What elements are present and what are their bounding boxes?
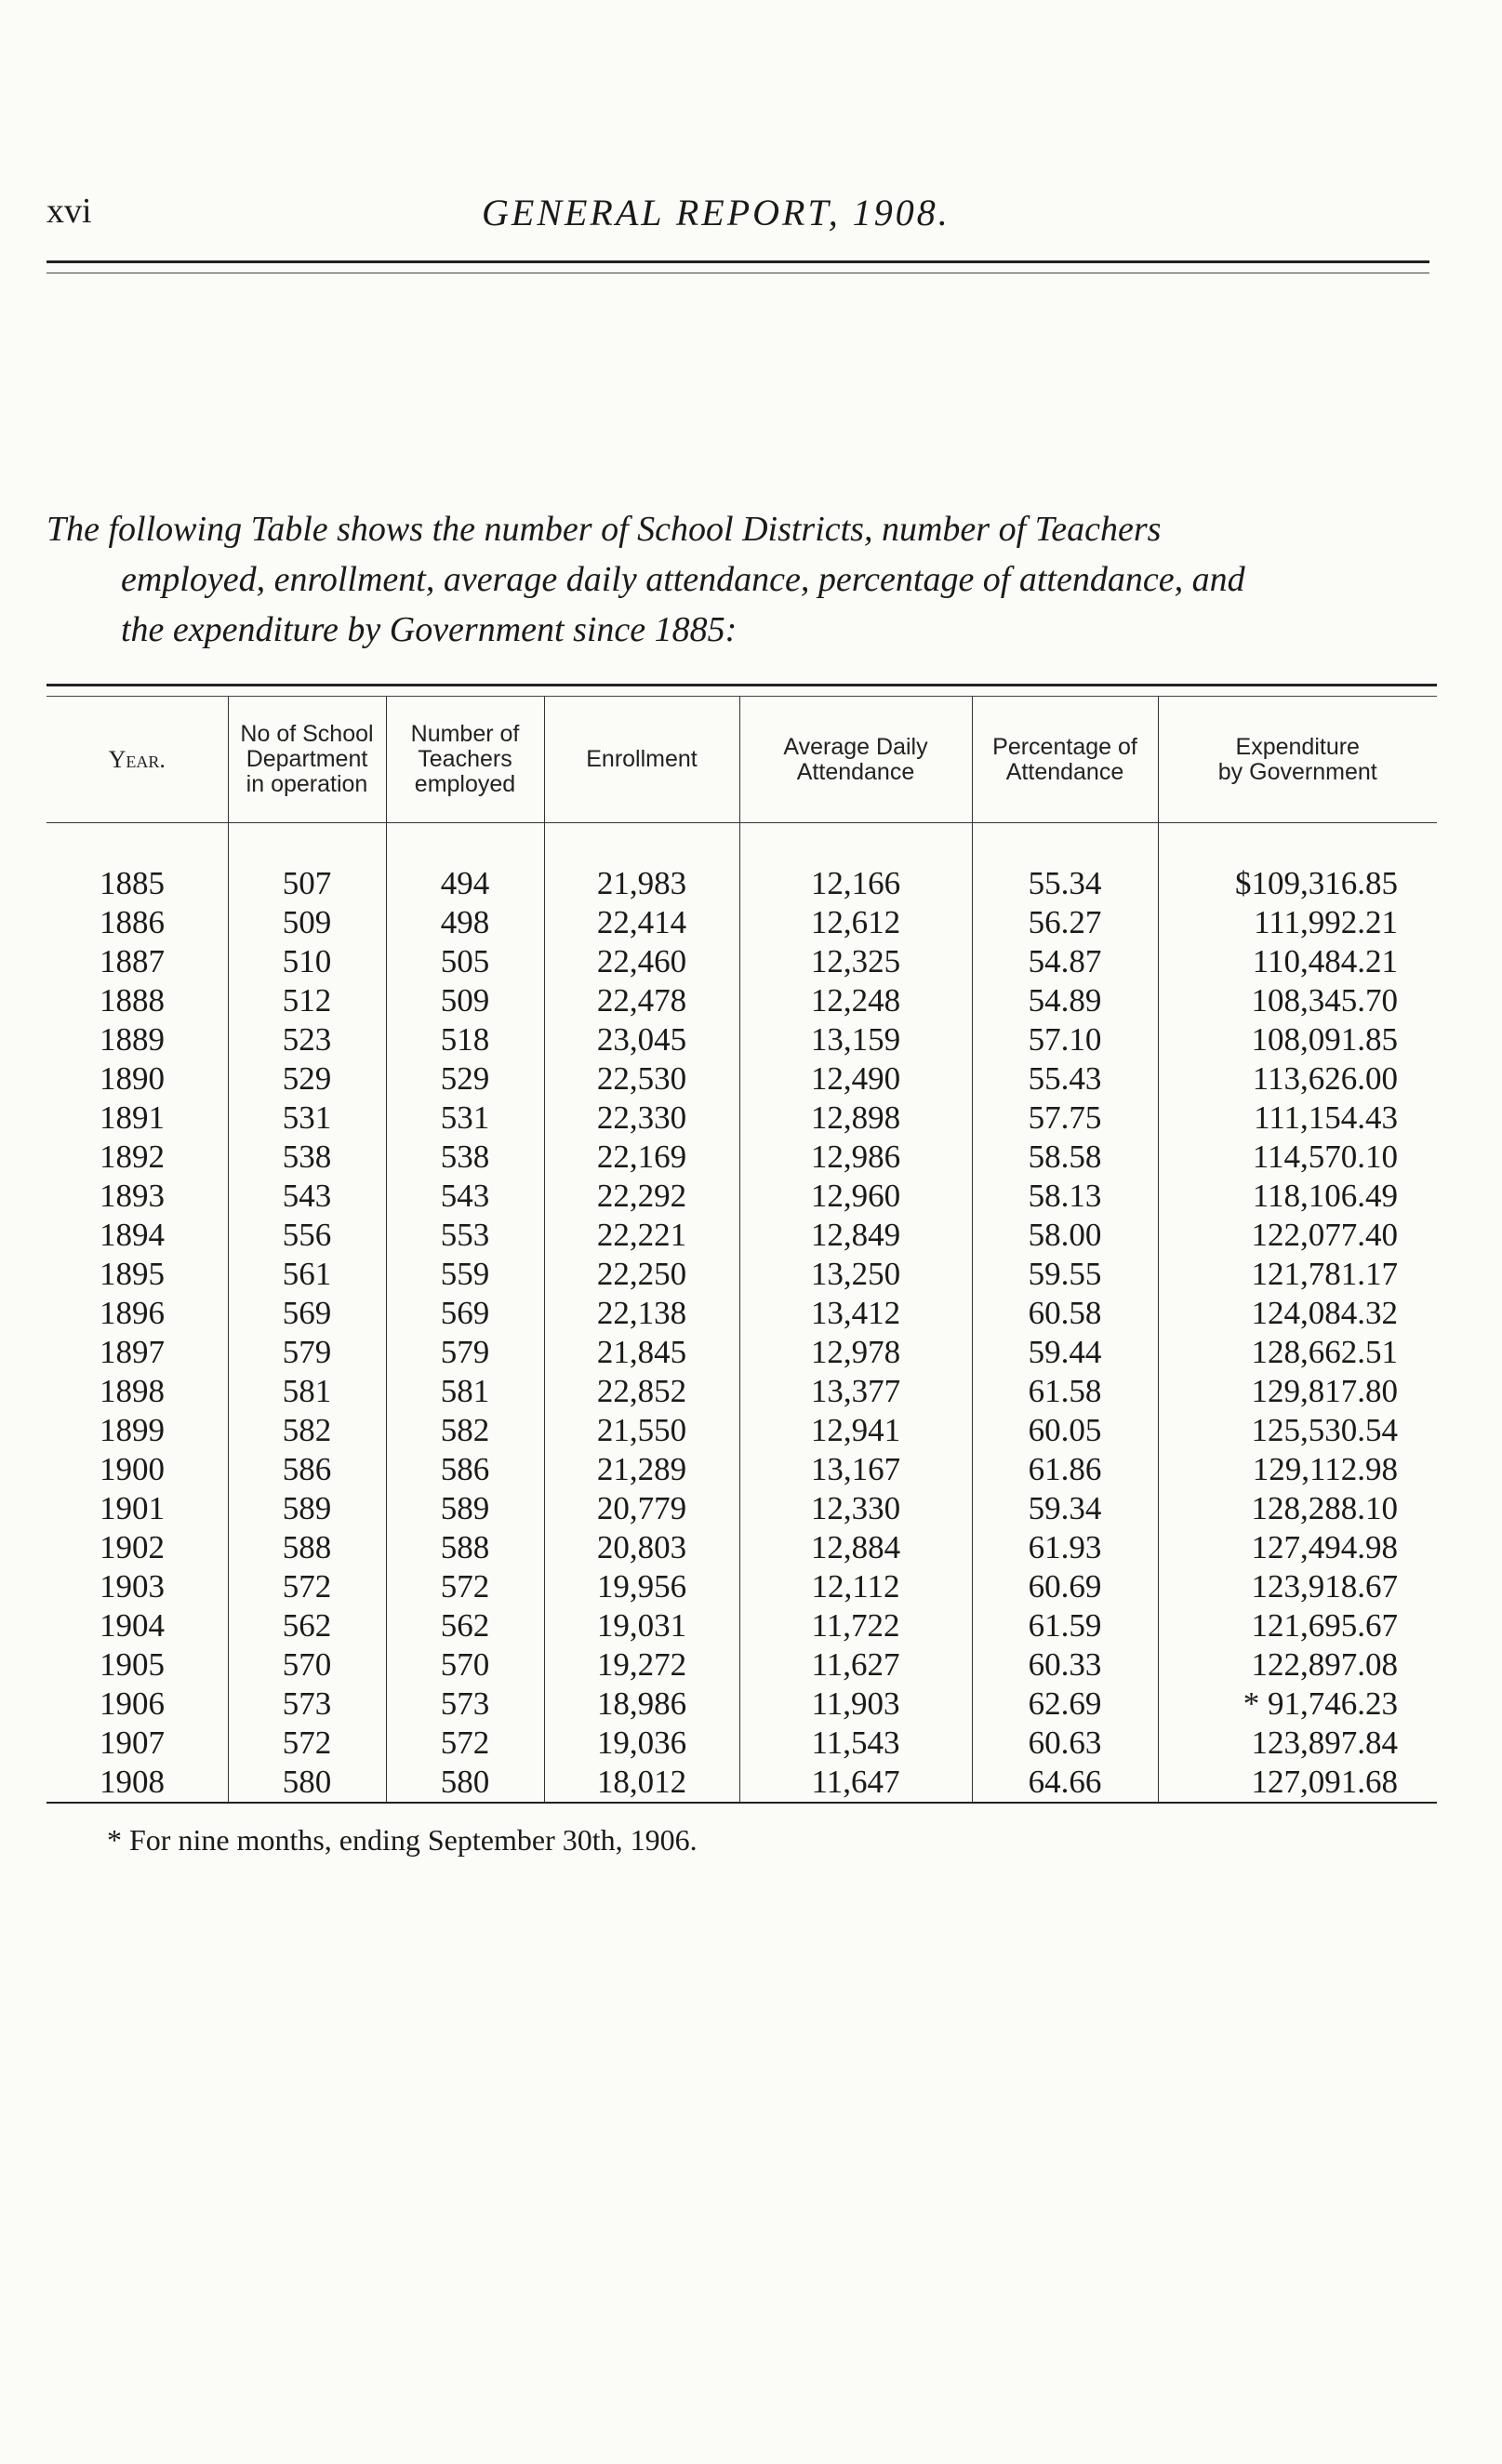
percentage-cell: 59.55 — [972, 1255, 1158, 1294]
year-cell: 1888 — [100, 982, 165, 1019]
teachers-cell: 529 — [386, 1059, 544, 1099]
table-row — [47, 1450, 1437, 1489]
teachers-cell: 559 — [386, 1255, 544, 1294]
year-cell: 1904 — [100, 1607, 165, 1644]
attendance-cell: 12,849 — [739, 1216, 972, 1255]
year-cell: 1903 — [100, 1568, 165, 1605]
attendance-cell: 12,612 — [739, 903, 972, 942]
percentage-cell: 55.43 — [972, 1059, 1158, 1099]
table-row — [47, 1528, 1437, 1567]
attendance-cell: 13,412 — [739, 1294, 972, 1333]
percentage-cell: 60.05 — [972, 1411, 1158, 1450]
year-cell: 1886 — [100, 904, 165, 940]
expenditure-cell: 127,494.98 — [1158, 1528, 1437, 1567]
expenditure-cell: 123,918.67 — [1158, 1567, 1437, 1606]
year-cell: 1900 — [100, 1451, 165, 1487]
percentage-cell: 57.10 — [972, 1020, 1158, 1059]
expenditure-cell: 121,781.17 — [1158, 1255, 1437, 1294]
teachers-cell: 580 — [386, 1763, 544, 1802]
teachers-cell: 531 — [386, 1099, 544, 1138]
attendance-cell: 12,330 — [739, 1489, 972, 1528]
page-number: xvi — [47, 192, 92, 231]
percentage-cell: 58.58 — [972, 1138, 1158, 1177]
year-cell: 1887 — [100, 943, 165, 979]
header-rule — [47, 260, 1429, 273]
teachers-cell: 509 — [386, 981, 544, 1020]
teachers-cell: 588 — [386, 1528, 544, 1567]
attendance-cell: 11,722 — [739, 1606, 972, 1645]
departments-cell: 507 — [228, 864, 386, 903]
expenditure-cell: 108,091.85 — [1158, 1020, 1437, 1059]
attendance-cell: 12,112 — [739, 1567, 972, 1606]
attendance-cell: 12,978 — [739, 1333, 972, 1372]
attendance-cell: 11,647 — [739, 1763, 972, 1802]
year-cell: 1898 — [100, 1373, 165, 1409]
teachers-cell: 589 — [386, 1489, 544, 1528]
percentage-cell: 59.34 — [972, 1489, 1158, 1528]
year-cell: 1891 — [100, 1099, 165, 1136]
departments-cell: 580 — [228, 1763, 386, 1802]
teachers-cell: 572 — [386, 1724, 544, 1763]
enrollment-cell: 20,803 — [544, 1528, 739, 1567]
year-cell: 1893 — [100, 1178, 165, 1214]
year-cell: 1897 — [100, 1334, 165, 1370]
table-row — [47, 1138, 1437, 1177]
enrollment-cell: 19,036 — [544, 1724, 739, 1763]
table-row — [47, 1216, 1437, 1255]
attendance-cell: 13,167 — [739, 1450, 972, 1489]
intro-line-3: the expenditure by Government since 1885: — [121, 610, 738, 649]
expenditure-cell: 122,077.40 — [1158, 1216, 1437, 1255]
table-top-rule — [47, 684, 1437, 697]
table-row — [47, 1489, 1437, 1528]
year-cell: 1895 — [100, 1256, 165, 1292]
teachers-cell: 582 — [386, 1411, 544, 1450]
year-cell: 1901 — [100, 1490, 165, 1526]
table-row — [47, 903, 1437, 942]
departments-cell: 588 — [228, 1528, 386, 1567]
year-cell: 1892 — [100, 1139, 165, 1175]
table-bottom-rule — [47, 1802, 1437, 1804]
teachers-cell: 581 — [386, 1372, 544, 1411]
intro-paragraph — [47, 504, 1442, 655]
enrollment-cell: 22,852 — [544, 1372, 739, 1411]
teachers-cell: 570 — [386, 1645, 544, 1685]
header-departments: No of School Department in operation — [228, 697, 386, 823]
teachers-cell: 518 — [386, 1020, 544, 1059]
table-row — [47, 1724, 1437, 1763]
enrollment-cell: 22,330 — [544, 1099, 739, 1138]
percentage-cell: 61.86 — [972, 1450, 1158, 1489]
departments-cell: 572 — [228, 1567, 386, 1606]
attendance-cell: 12,248 — [739, 981, 972, 1020]
enrollment-cell: 22,478 — [544, 981, 739, 1020]
page-header — [47, 191, 1437, 246]
percentage-cell: 58.00 — [972, 1216, 1158, 1255]
percentage-cell: 60.63 — [972, 1724, 1158, 1763]
table-spacer-row — [47, 823, 1437, 865]
enrollment-cell: 19,031 — [544, 1606, 739, 1645]
expenditure-cell: 123,897.84 — [1158, 1724, 1437, 1763]
enrollment-cell: 21,550 — [544, 1411, 739, 1450]
statistics-table — [47, 697, 1437, 1802]
departments-cell: 589 — [228, 1489, 386, 1528]
attendance-cell: 13,159 — [739, 1020, 972, 1059]
departments-cell: 561 — [228, 1255, 386, 1294]
departments-cell: 562 — [228, 1606, 386, 1645]
header-year: Year. — [47, 697, 228, 823]
enrollment-cell: 21,845 — [544, 1333, 739, 1372]
enrollment-cell: 19,272 — [544, 1645, 739, 1685]
year-cell: 1889 — [100, 1021, 165, 1058]
departments-cell: 579 — [228, 1333, 386, 1372]
expenditure-cell: 129,112.98 — [1158, 1450, 1437, 1489]
footnote: * For nine months, ending September 30th, 1906. — [107, 1823, 698, 1857]
year-cell: 1890 — [100, 1060, 165, 1097]
enrollment-cell: 22,221 — [544, 1216, 739, 1255]
attendance-cell: 12,986 — [739, 1138, 972, 1177]
percentage-cell: 57.75 — [972, 1099, 1158, 1138]
departments-cell: 538 — [228, 1138, 386, 1177]
enrollment-cell: 18,012 — [544, 1763, 739, 1802]
attendance-cell: 11,627 — [739, 1645, 972, 1685]
year-cell: 1896 — [100, 1295, 165, 1331]
table-row — [47, 1099, 1437, 1138]
table-row — [47, 1645, 1437, 1685]
attendance-cell: 12,166 — [739, 864, 972, 903]
year-cell: 1899 — [100, 1412, 165, 1448]
departments-cell: 586 — [228, 1450, 386, 1489]
expenditure-cell: 113,626.00 — [1158, 1059, 1437, 1099]
table-row — [47, 1177, 1437, 1216]
table-row — [47, 981, 1437, 1020]
percentage-cell: 54.89 — [972, 981, 1158, 1020]
table-row — [47, 1059, 1437, 1099]
table-row — [47, 1606, 1437, 1645]
expenditure-cell: 128,662.51 — [1158, 1333, 1437, 1372]
enrollment-cell: 23,045 — [544, 1020, 739, 1059]
attendance-cell: 12,898 — [739, 1099, 972, 1138]
year-cell: 1905 — [100, 1646, 165, 1683]
year-cell: 1908 — [100, 1764, 165, 1800]
expenditure-cell: 129,817.80 — [1158, 1372, 1437, 1411]
table-row — [47, 1685, 1437, 1724]
attendance-cell: 12,325 — [739, 942, 972, 981]
enrollment-cell: 19,956 — [544, 1567, 739, 1606]
percentage-cell: 60.69 — [972, 1567, 1158, 1606]
enrollment-cell: 22,414 — [544, 903, 739, 942]
teachers-cell: 543 — [386, 1177, 544, 1216]
statistics-table-wrap — [47, 684, 1442, 1804]
attendance-cell: 11,903 — [739, 1685, 972, 1724]
percentage-cell: 60.58 — [972, 1294, 1158, 1333]
percentage-cell: 61.59 — [972, 1606, 1158, 1645]
percentage-cell: 64.66 — [972, 1763, 1158, 1802]
departments-cell: 529 — [228, 1059, 386, 1099]
enrollment-cell: 22,292 — [544, 1177, 739, 1216]
departments-cell: 573 — [228, 1685, 386, 1724]
enrollment-cell: 21,983 — [544, 864, 739, 903]
expenditure-cell: 121,695.67 — [1158, 1606, 1437, 1645]
attendance-cell: 12,490 — [739, 1059, 972, 1099]
year-cell: 1894 — [100, 1217, 165, 1253]
expenditure-cell: 127,091.68 — [1158, 1763, 1437, 1802]
enrollment-cell: 22,169 — [544, 1138, 739, 1177]
departments-cell: 543 — [228, 1177, 386, 1216]
enrollment-cell: 20,779 — [544, 1489, 739, 1528]
departments-cell: 523 — [228, 1020, 386, 1059]
enrollment-cell: 22,530 — [544, 1059, 739, 1099]
table-row — [47, 1294, 1437, 1333]
departments-cell: 582 — [228, 1411, 386, 1450]
enrollment-cell: 22,460 — [544, 942, 739, 981]
teachers-cell: 538 — [386, 1138, 544, 1177]
departments-cell: 570 — [228, 1645, 386, 1685]
departments-cell: 509 — [228, 903, 386, 942]
header-enrollment: Enrollment — [544, 697, 739, 823]
attendance-cell: 13,377 — [739, 1372, 972, 1411]
year-cell: 1907 — [100, 1725, 165, 1761]
departments-cell: 531 — [228, 1099, 386, 1138]
expenditure-cell: 110,484.21 — [1158, 942, 1437, 981]
departments-cell: 581 — [228, 1372, 386, 1411]
teachers-cell: 494 — [386, 864, 544, 903]
intro-line-1: The following Table shows the number of School Districts, number of Teachers — [47, 510, 1162, 549]
attendance-cell: 12,941 — [739, 1411, 972, 1450]
expenditure-cell: $109,316.85 — [1158, 864, 1437, 903]
table-row — [47, 1763, 1437, 1802]
expenditure-cell: * 91,746.23 — [1158, 1685, 1437, 1724]
table-header-row — [47, 697, 1437, 823]
teachers-cell: 573 — [386, 1685, 544, 1724]
percentage-cell: 61.58 — [972, 1372, 1158, 1411]
departments-cell: 556 — [228, 1216, 386, 1255]
teachers-cell: 586 — [386, 1450, 544, 1489]
teachers-cell: 562 — [386, 1606, 544, 1645]
table-row — [47, 1333, 1437, 1372]
attendance-cell: 12,960 — [739, 1177, 972, 1216]
percentage-cell: 59.44 — [972, 1333, 1158, 1372]
percentage-cell: 62.69 — [972, 1685, 1158, 1724]
table-body — [47, 823, 1437, 1803]
table-row — [47, 1567, 1437, 1606]
teachers-cell: 572 — [386, 1567, 544, 1606]
percentage-cell: 58.13 — [972, 1177, 1158, 1216]
header-teachers: Number of Teachers employed — [386, 697, 544, 823]
departments-cell: 510 — [228, 942, 386, 981]
enrollment-cell: 18,986 — [544, 1685, 739, 1724]
table-row — [47, 1372, 1437, 1411]
table-row — [47, 1411, 1437, 1450]
table-row — [47, 864, 1437, 903]
expenditure-cell: 124,084.32 — [1158, 1294, 1437, 1333]
expenditure-cell: 114,570.10 — [1158, 1138, 1437, 1177]
departments-cell: 569 — [228, 1294, 386, 1333]
header-attendance: Average Daily Attendance — [739, 697, 972, 823]
percentage-cell: 56.27 — [972, 903, 1158, 942]
running-title: GENERAL REPORT, 1908. — [482, 192, 950, 233]
year-cell: 1885 — [100, 865, 165, 901]
table-row — [47, 1255, 1437, 1294]
departments-cell: 512 — [228, 981, 386, 1020]
header-expenditure: Expenditure by Government — [1158, 697, 1437, 823]
teachers-cell: 579 — [386, 1333, 544, 1372]
table-row — [47, 942, 1437, 981]
year-cell: 1902 — [100, 1529, 165, 1565]
enrollment-cell: 22,138 — [544, 1294, 739, 1333]
expenditure-cell: 122,897.08 — [1158, 1645, 1437, 1685]
intro-line-2: employed, enrollment, average daily attendance, percentage of attendance, and — [121, 560, 1245, 599]
percentage-cell: 60.33 — [972, 1645, 1158, 1685]
table-row — [47, 1020, 1437, 1059]
enrollment-cell: 22,250 — [544, 1255, 739, 1294]
teachers-cell: 498 — [386, 903, 544, 942]
enrollment-cell: 21,289 — [544, 1450, 739, 1489]
attendance-cell: 11,543 — [739, 1724, 972, 1763]
header-percentage: Percentage of Attendance — [972, 697, 1158, 823]
expenditure-cell: 111,992.21 — [1158, 903, 1437, 942]
year-cell: 1906 — [100, 1685, 165, 1722]
departments-cell: 572 — [228, 1724, 386, 1763]
percentage-cell: 54.87 — [972, 942, 1158, 981]
teachers-cell: 505 — [386, 942, 544, 981]
expenditure-cell: 108,345.70 — [1158, 981, 1437, 1020]
expenditure-cell: 118,106.49 — [1158, 1177, 1437, 1216]
percentage-cell: 55.34 — [972, 864, 1158, 903]
teachers-cell: 553 — [386, 1216, 544, 1255]
expenditure-cell: 128,288.10 — [1158, 1489, 1437, 1528]
attendance-cell: 12,884 — [739, 1528, 972, 1567]
expenditure-cell: 111,154.43 — [1158, 1099, 1437, 1138]
teachers-cell: 569 — [386, 1294, 544, 1333]
attendance-cell: 13,250 — [739, 1255, 972, 1294]
expenditure-cell: 125,530.54 — [1158, 1411, 1437, 1450]
percentage-cell: 61.93 — [972, 1528, 1158, 1567]
